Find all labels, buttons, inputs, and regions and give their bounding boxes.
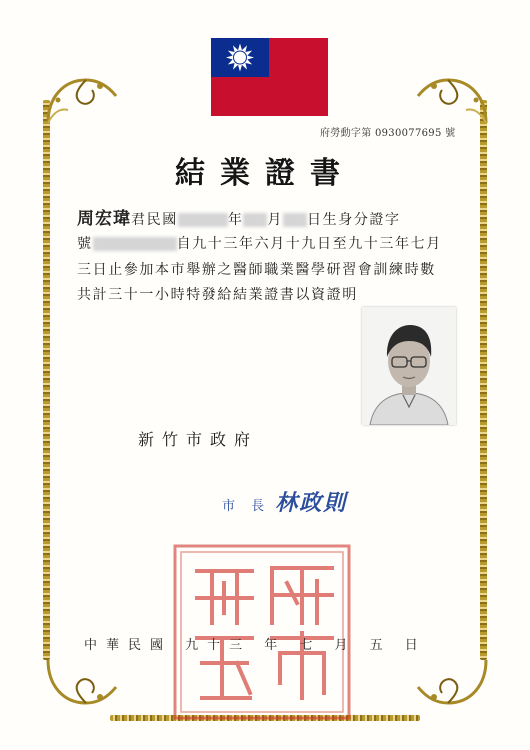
mayor-title: 市 長 (222, 499, 271, 514)
body-text: 年 (227, 212, 244, 228)
recipient-photo (362, 307, 456, 425)
body-line-1 (77, 204, 401, 229)
body-text: 自九十三年六月十九日至九十三年七月 (176, 236, 442, 252)
scroll-ornament-icon (38, 655, 118, 715)
body-text: 日生身分證字 (307, 212, 401, 228)
body-line-2 (77, 233, 442, 253)
certificate-title: 結業證書 (175, 156, 355, 191)
roc-flag-icon (211, 38, 328, 116)
redacted-field (243, 213, 267, 227)
recipient-name: 周宏瑋 (77, 209, 131, 229)
body-line-4: 共計三十一小時特發給結業證書以資證明 (77, 287, 358, 303)
redacted-field (93, 237, 177, 251)
portrait-image (362, 307, 456, 425)
mayor-signature-block (222, 486, 347, 517)
issuing-authority: 新竹市政府 (138, 430, 259, 449)
body-line-3: 三日止參加本市舉辦之醫師職業醫學研習會訓練時數 (77, 262, 436, 278)
scroll-ornament-icon (416, 68, 496, 128)
body-text: 號 (77, 236, 93, 252)
redacted-field (178, 213, 228, 227)
issue-date: 中華民國 九十三 年 七 月 五 日 (84, 638, 427, 653)
scroll-ornament-icon (416, 655, 496, 715)
body-text: 月 (267, 212, 284, 228)
body-text: 君民國 (131, 212, 178, 228)
mayor-name: 林政則 (275, 490, 348, 516)
scroll-ornament-icon (38, 68, 118, 128)
official-seal-icon (172, 543, 352, 721)
redacted-field (283, 213, 307, 227)
document-number: 府勞動字第 0930077695 號 (320, 128, 456, 139)
